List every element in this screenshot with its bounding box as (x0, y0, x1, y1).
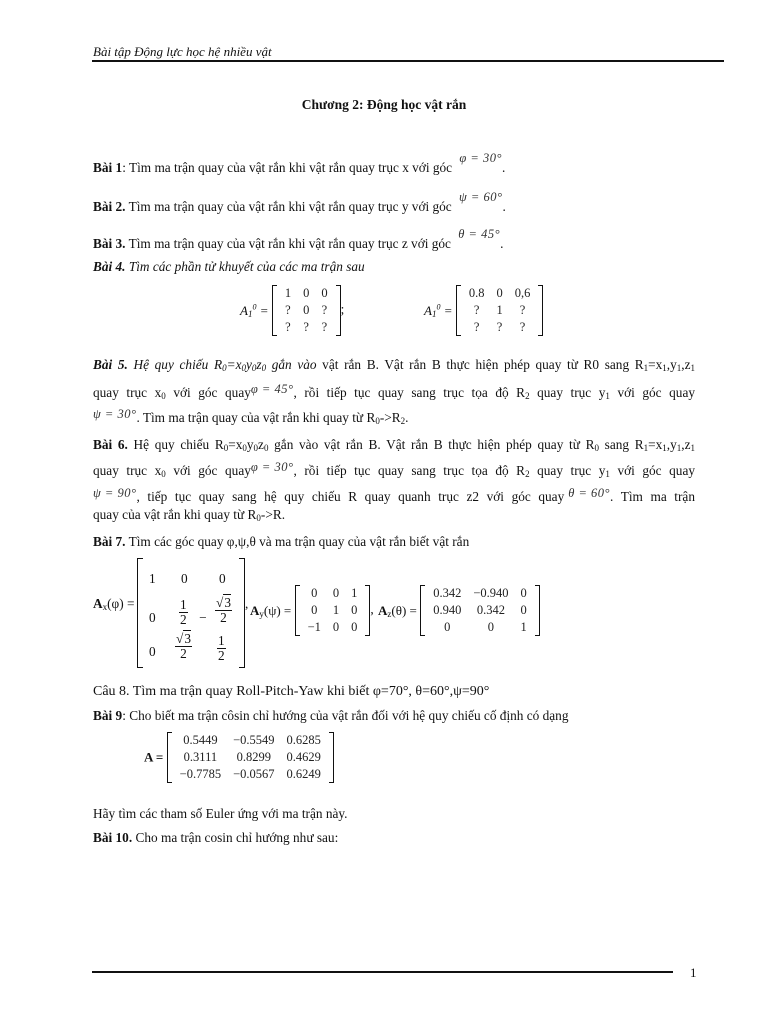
exercise-9-question: Hãy tìm các tham số Euler ứng với ma trận này. (93, 806, 348, 821)
matrix-a1-second-row (463, 319, 537, 336)
az-label-sub: z (387, 608, 392, 619)
exercise-3-text: Tìm ma trận quay của vật rắn khi vật rắn quay trục z với góc (125, 236, 451, 251)
exercise-5-text-m: . (405, 410, 409, 425)
exercise-7-label: Bài 7. (93, 534, 126, 549)
ax-r3c2-num: 3 (184, 631, 191, 646)
matrix-a1-row (279, 319, 334, 336)
matrix-az-cell: −0.940 (473, 586, 509, 600)
matrix-a1-row (279, 285, 334, 302)
matrix-a1-second-row (463, 285, 537, 302)
footer-rule (92, 971, 673, 973)
matrix-a1-second-row (463, 302, 537, 319)
ax-r3c1: 0 (149, 644, 156, 659)
exercise-6-angle-2: ψ = 90° (93, 486, 137, 500)
ax-r3c2: $\frac{√3}{2}$ (176, 631, 191, 661)
exercise-6-text-c: gắn vào vật rắn B. Vật rắn B thực hiện phép quay từ R (268, 437, 595, 452)
ay-label-sub: y (259, 608, 264, 619)
matrix-ax (137, 558, 245, 666)
exercise-6-label: Bài 6. (93, 437, 128, 452)
exercise-6-angle-3: θ = 60° (568, 486, 611, 500)
exercise-5-label: Bài 5. (93, 357, 128, 372)
matrix-az-row (427, 619, 533, 636)
matrix-a-row (174, 749, 327, 766)
matrix-az-group (378, 585, 540, 636)
running-header: Bài tập Động lực học hệ nhiều vật (93, 44, 272, 59)
matrix-az-cell: 0 (520, 603, 527, 617)
matrix-a1-second-cell: 1 (496, 303, 503, 317)
matrix-a1 (272, 285, 341, 336)
exercise-2-end: . (502, 199, 506, 214)
matrix-a1-cell: ? (303, 320, 309, 334)
matrix-ay (295, 585, 371, 636)
exercise-1 (93, 151, 506, 176)
matrix-a (167, 732, 334, 783)
matrix-a1-second-cell: ? (519, 320, 526, 334)
matrix-a1-second-cell: ? (473, 303, 480, 317)
exercise-5-text-j: với góc quay (609, 385, 695, 400)
exercise-6-line-2: quay trục $x_0$ với góc quayφ = 30°, rồi tiếp tục quay sang trục tọa độ $R_2$ quay trục $y_1$ với góc quay (93, 460, 695, 479)
matrix-az-row (427, 585, 533, 602)
exercise-5-text-k: . Tìm ma trận quay của vật rắn khi quay từ R (136, 410, 376, 425)
matrix-a1-cell: 1 (284, 286, 292, 300)
ax-label-sub: x (102, 602, 108, 612)
matrix-a1-row (279, 302, 334, 319)
matrix-ax-comma: , (245, 596, 249, 611)
matrix-ay-cell: 0 (351, 620, 358, 634)
matrix-ax-right-bracket (239, 558, 245, 668)
ay-label-a: A (250, 602, 260, 618)
matrix-a1-label: A (240, 302, 248, 318)
matrix-a-cell: 0.4629 (286, 750, 321, 764)
matrix-a-row (174, 766, 327, 783)
matrix-a1-cell: ? (321, 320, 328, 334)
ax-r2c1: 0 (149, 610, 156, 625)
exercise-10 (93, 830, 338, 846)
ax-r1c3: 0 (219, 571, 226, 586)
matrix-a-cell: 0.6249 (286, 767, 321, 781)
exercise-6-text-h: , rồi tiếp tục quay sang trục tọa độ R (293, 463, 526, 478)
matrix-a1-cell: 0 (321, 286, 328, 300)
exercise-6-line-1: Bài 6. Hệ quy chiếu $R_0=x_0y_0z_0$ gắn vào vật rắn B. Vật rắn B thực hiện phép quay từ $R_0$ sang $R_1=x_1,y_1,z_1$ (93, 437, 695, 453)
exercise-5-text-b: =x (226, 357, 242, 372)
matrix-az-cell: 0 (444, 620, 451, 634)
matrix-ay-row (302, 602, 364, 619)
exercise-6-text-e: =x (648, 437, 663, 452)
question-8: Câu 8. Tìm ma trận quay Roll-Pitch-Yaw khi biết φ=70°, θ=60°,ψ=90° (93, 684, 490, 699)
matrix-ax-left-bracket (137, 558, 143, 668)
exercise-6-text-n: ->R. (260, 507, 286, 522)
matrix-ay-cell: 0 (332, 620, 340, 634)
matrix-a-label: A = (144, 749, 164, 765)
matrix-a-cell: −0.5549 (233, 733, 275, 747)
matrix-a1-right-label: A (424, 302, 432, 318)
matrix-a-row (174, 732, 327, 749)
ay-label-arg: (ψ) = (263, 602, 292, 618)
matrix-ay-cell: −1 (307, 620, 321, 634)
matrix-a1-second (456, 285, 544, 336)
matrix-az-cell: 0 (487, 620, 495, 634)
exercise-3 (93, 227, 504, 252)
matrix-ay-row (302, 585, 364, 602)
exercise-6-text-b: =x (228, 437, 243, 452)
exercise-4-text: Tìm các phần tử khuyết của các ma trận sau (125, 259, 365, 274)
exercise-5-text-l: ->R (379, 410, 401, 425)
matrix-a-group (144, 732, 334, 783)
exercise-6-text-l: . Tìm ma trận (610, 489, 695, 504)
matrix-ay-row (302, 619, 364, 636)
exercise-5-line-3: ψ = 30°. Tìm ma trận quay của vật rắn khi quay từ $R_0->R_2$. (93, 407, 409, 426)
exercise-5-text-e: =x (648, 357, 663, 372)
matrix-a1-cell: ? (285, 320, 291, 334)
exercise-6-text-j: với góc quay (609, 463, 695, 478)
exercise-2-text: Tìm ma trận quay của vật rắn khi vật rắn quay trục y với góc (125, 199, 452, 214)
exercise-5-text-d: vật rắn B. Vật rắn B thực hiện phép quay từ R0 sang R (316, 357, 644, 372)
matrix-ay-cell: 0 (332, 586, 340, 600)
exercise-4 (93, 259, 365, 275)
matrix-a1-left: $A_1^0$ = 1 0 0 ? 0 ? ? ? ? ; (240, 286, 345, 334)
exercise-1-end: . (502, 160, 506, 175)
matrix-ay-cell: 1 (332, 603, 340, 617)
exercise-5-line-2: quay trục $x_0$ với góc quayφ = 45°, rồi tiếp tục quay sang trục tọa độ $R_2$ quay trục $y_1$ với góc quay (93, 382, 695, 401)
matrix-az (420, 585, 540, 636)
exercise-6-text-k: , tiếp tục quay sang hệ quy chiếu R quay quanh trục z2 với góc quay (136, 489, 565, 504)
exercise-2-label: Bài 2. (93, 199, 126, 214)
matrix-ay-cell: 0 (311, 586, 318, 600)
matrix-a-cell: 0.8299 (236, 750, 272, 764)
exercise-6-angle-1: φ = 30° (250, 460, 294, 474)
ax-r2c2-den: 2 (180, 611, 187, 627)
exercise-9-text: : Cho biết ma trận côsin chỉ hướng của vật rắn đối với hệ quy chiếu cố định có dạng (122, 708, 569, 723)
header-rule (92, 60, 724, 62)
exercise-5-line-1: Bài 5. Hệ quy chiếu $R_0=x_0y_0z_0$ gắn vào vật rắn B. Vật rắn B thực hiện phép quay từ R0 sang $R_1=x_1,y_1,z_1$ (93, 357, 696, 373)
matrix-ay-cell: 0 (351, 603, 358, 617)
exercise-1-text: : Tìm ma trận quay của vật rắn khi vật rắn quay trục x với góc (122, 160, 453, 175)
exercise-5-text-i: quay trục y (529, 385, 606, 400)
page-number: 1 (690, 965, 697, 980)
ax-r3c3 (217, 634, 226, 663)
ax-r2c3-num: 3 (224, 595, 231, 610)
matrix-a1-second-cell: ? (519, 303, 526, 317)
exercise-2 (93, 190, 506, 215)
matrix-a1-cell: 0 (303, 303, 310, 317)
ax-r2c3-minus: − (199, 610, 207, 625)
exercise-5-text-h: , rồi tiếp tục quay sang trục tọa độ R (293, 385, 526, 400)
matrix-a1-cell: ? (285, 303, 291, 317)
exercise-6-text-m: quay của vật rắn khi quay từ R (93, 507, 257, 522)
ax-r1c2: 0 (181, 571, 188, 586)
exercise-7 (93, 534, 469, 550)
exercise-2-angle: ψ = 60° (459, 190, 503, 204)
exercise-6-text-g: với góc quay (165, 463, 251, 478)
matrix-a-cell: 0.6285 (286, 733, 321, 747)
exercise-6-line-3 (93, 486, 695, 505)
matrix-ax-label (93, 596, 134, 612)
matrix-ay-group: $A_y(\psi)$ = 0 0 1 0 1 0 −1 0 0 , (250, 586, 374, 634)
matrix-az-row (427, 602, 533, 619)
exercise-6-line-4: quay của vật rắn khi quay từ $R_0->R$. (93, 507, 286, 523)
exercise-6-text-a: Hệ quy chiếu R (127, 437, 224, 452)
matrix-a1-second-cell: ? (473, 320, 480, 334)
exercise-7-text: Tìm các góc quay φ,ψ,θ và ma trận quay của vật rắn biết vật rắn (125, 534, 470, 549)
ax-r2c3: $\frac{√3}{2}$ (216, 595, 231, 625)
ax-label-arg: (φ) = (107, 596, 135, 611)
exercise-4-label: Bài 4. (93, 259, 126, 274)
exercise-3-end: . (500, 236, 504, 251)
exercise-5-text-c: gắn vào (266, 357, 317, 372)
ax-r3c3-den: 2 (218, 647, 225, 663)
ax-r3c2-den: 2 (180, 645, 187, 661)
exercise-5-text-g: với góc quay (165, 385, 251, 400)
matrix-a1-second-cell: 0,6 (514, 286, 531, 300)
matrix-az-cell: 0.342 (476, 603, 505, 617)
matrix-a1-suffix: ; (340, 301, 345, 317)
matrix-a-cell: −0.0567 (233, 767, 275, 781)
exercise-6-text-i: quay trục y (529, 463, 606, 478)
exercise-3-angle: θ = 45° (458, 227, 501, 241)
matrix-ay-cell: 0 (311, 603, 318, 617)
exercise-6-text-d: sang R (598, 437, 644, 452)
matrix-az-cell: 0.342 (433, 586, 462, 600)
exercise-10-label: Bài 10. (93, 830, 133, 845)
ax-r2c2 (179, 598, 188, 627)
ax-r3c3-num: 1 (218, 633, 225, 648)
exercise-3-label: Bài 3. (93, 236, 126, 251)
az-label-a: A (378, 602, 388, 618)
chapter-title: Chương 2: Động học vật rắn (301, 97, 467, 112)
exercise-1-label: Bài 1 (93, 160, 123, 175)
exercise-6-text-f: quay trục x (93, 463, 162, 478)
matrix-a-cell: 0.5449 (183, 733, 218, 747)
exercise-5-angle-1: φ = 45° (250, 382, 294, 396)
exercise-9 (93, 708, 568, 724)
matrix-az-cell: 0.940 (433, 603, 462, 617)
matrix-a-cell: 0.3111 (183, 750, 218, 764)
matrix-a1-right: $A_1^0$ = 0.8 0 0,6 ? 1 ? ? ? ? (424, 285, 543, 336)
matrix-a-cell: −0.7785 (179, 767, 222, 781)
matrix-a1-cell: 0 (303, 286, 310, 300)
exercise-5-angle-2: ψ = 30° (93, 407, 137, 421)
matrix-az-cell: 1 (520, 620, 527, 634)
ax-r2c2-num: 1 (180, 597, 187, 612)
ax-r1c1: 1 (149, 571, 156, 586)
exercise-9-label: Bài 9 (93, 708, 123, 723)
exercise-1-angle: φ = 30° (459, 151, 502, 165)
az-label-arg: (θ) = (391, 602, 417, 618)
matrix-az-cell: 0 (520, 586, 527, 600)
exercise-5-text-a: Hệ quy chiếu R (127, 357, 223, 372)
matrix-a1-second-cell: ? (496, 320, 503, 334)
matrix-a1-second-cell: 0.8 (468, 286, 485, 300)
matrix-ay-cell: 1 (351, 586, 358, 600)
exercise-5-text-f: quay trục x (93, 385, 162, 400)
exercise-10-text: Cho ma trận cosin chỉ hướng như sau: (132, 830, 339, 845)
ax-label-a: A (93, 596, 103, 611)
matrix-a1-second-cell: 0 (496, 286, 503, 300)
ax-r2c3-den: 2 (220, 609, 227, 625)
matrix-a1-cell: ? (321, 303, 328, 317)
